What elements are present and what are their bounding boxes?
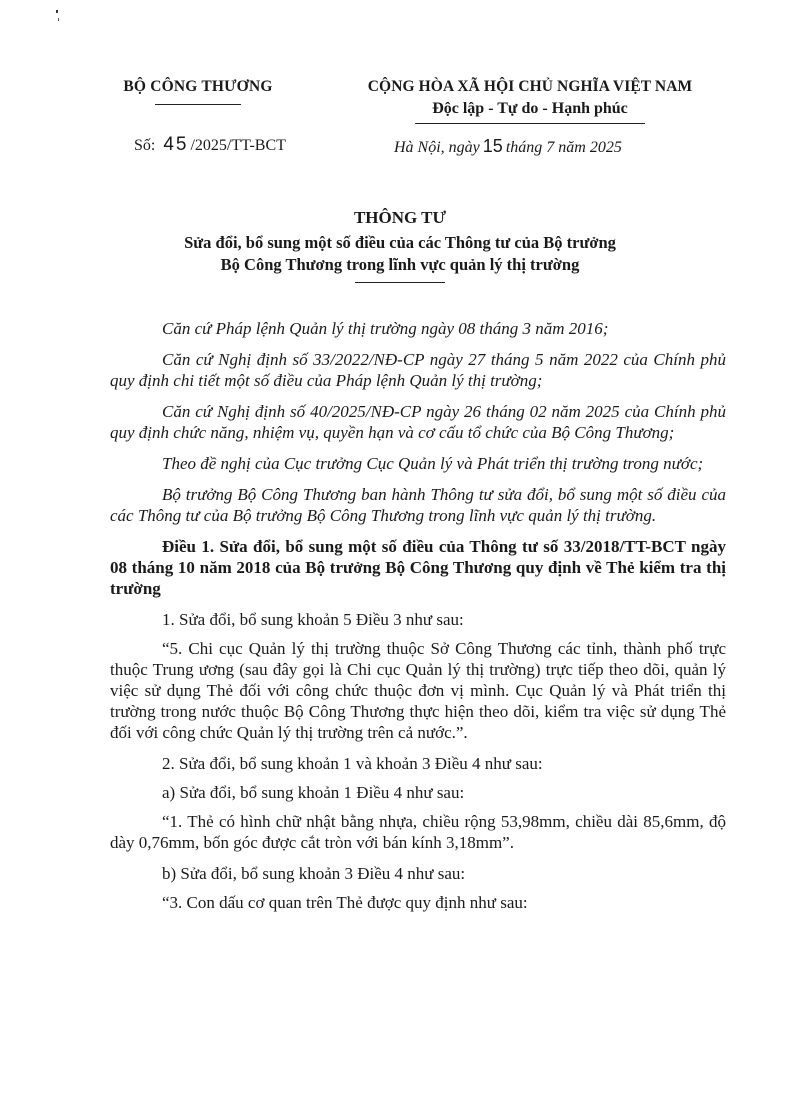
preamble-basis-2: Căn cứ Nghị định số 33/2022/NĐ-CP ngày 27 tháng 5 năm 2022 của Chính phủ quy định chi tiết một số điều của Pháp lệnh Quản lý thị trường; (110, 350, 726, 390)
article-1-item: a) Sửa đổi, bổ sung khoản 1 Điều 4 như sau: (162, 783, 465, 802)
preamble-issuance: Bộ trưởng Bộ Công Thương ban hành Thông tư sửa đổi, bổ sung một số điều của các Thông tư của Bộ trưởng Bộ Công Thương trong lĩnh vực quản lý thị trường. (110, 485, 726, 525)
date-prefix: Hà Nội, ngày (394, 139, 480, 156)
doc-number-prefix: Số: (134, 137, 156, 154)
doc-number-handwritten: 45 (163, 134, 189, 155)
document-title-block (100, 208, 700, 283)
subject-line-2: Bộ Công Thương trong lĩnh vực quản lý thị trường (220, 255, 580, 274)
article-1-item: “3. Con dấu cơ quan trên Thẻ được quy định như sau: (162, 893, 528, 912)
preamble-basis-3: Căn cứ Nghị định số 40/2025/NĐ-CP ngày 26 tháng 02 năm 2025 của Chính phủ quy định chức năng, nhiệm vụ, quyền hạn và cơ cấu tổ chức của Bộ Công Thương; (110, 402, 726, 442)
article-1-item: 2. Sửa đổi, bổ sung khoản 1 và khoản 3 Điều 4 như sau: (162, 754, 543, 773)
ministry-name: BỘ CÔNG THƯƠNG (123, 78, 273, 95)
issuing-authority-block (118, 78, 278, 105)
article-1-item: 1. Sửa đổi, bổ sung khoản 5 Điều 3 như sau: (162, 610, 464, 629)
article-1-item: “5. Chi cục Quản lý thị trường thuộc Sở Công Thương các tỉnh, thành phố trực thuộc Trung ương (sau đây gọi là Chi cục Quản lý thị trường) trực tiếp theo dõi, quản lý việc sử dụng Thẻ đối với công chức thuộc đơn vị mình. Cục Quản lý và Phát triển thị trường trong nước thuộc Bộ Công Thương thực hiện theo dõi, kiểm tra việc sử dụng Thẻ đối với công chức Quản lý thị trường trên cả nước.”. (110, 639, 726, 742)
document-number (134, 134, 286, 156)
article-1-heading: Điều 1. Sửa đổi, bổ sung một số điều của Thông tư số 33/2018/TT-BCT ngày 08 tháng 10 năm 2018 của Bộ trưởng Bộ Công Thương quy định về Thẻ kiểm tra thị trường (110, 537, 726, 598)
doc-number-suffix: /2025/TT-BCT (190, 137, 286, 154)
national-header-block (340, 78, 720, 124)
motto-underline (415, 123, 645, 124)
article-1-item: b) Sửa đổi, bổ sung khoản 3 Điều 4 như sau: (162, 864, 466, 883)
subject-line-1: Sửa đổi, bổ sung một số điều của các Thông tư của Bộ trưởng (184, 233, 616, 252)
date-day-handwritten: 15 (482, 136, 503, 156)
title-underline (355, 282, 445, 283)
preamble-basis-1: Căn cứ Pháp lệnh Quản lý thị trường ngày 08 tháng 3 năm 2016; (162, 319, 609, 338)
document-subject (100, 232, 700, 276)
date-line (394, 136, 622, 157)
nation-name: CỘNG HÒA XÃ HỘI CHỦ NGHĨA VIỆT NAM (367, 78, 693, 95)
scan-speck (56, 10, 58, 13)
preamble-proposal: Theo đề nghị của Cục trưởng Cục Quản lý và Phát triển thị trường trong nước; (162, 454, 704, 473)
ministry-underline (155, 104, 241, 105)
national-motto: Độc lập - Tự do - Hạnh phúc (432, 100, 628, 117)
scan-speck (58, 18, 59, 21)
article-1-item: “1. Thẻ có hình chữ nhật bằng nhựa, chiều rộng 53,98mm, chiều dài 85,6mm, độ dày 0,76mm, bốn góc được cắt tròn với bán kính 3,18mm”. (110, 812, 726, 852)
date-suffix: tháng 7 năm 2025 (505, 139, 622, 156)
document-body (110, 318, 726, 923)
document-kind: THÔNG TƯ (353, 208, 447, 227)
